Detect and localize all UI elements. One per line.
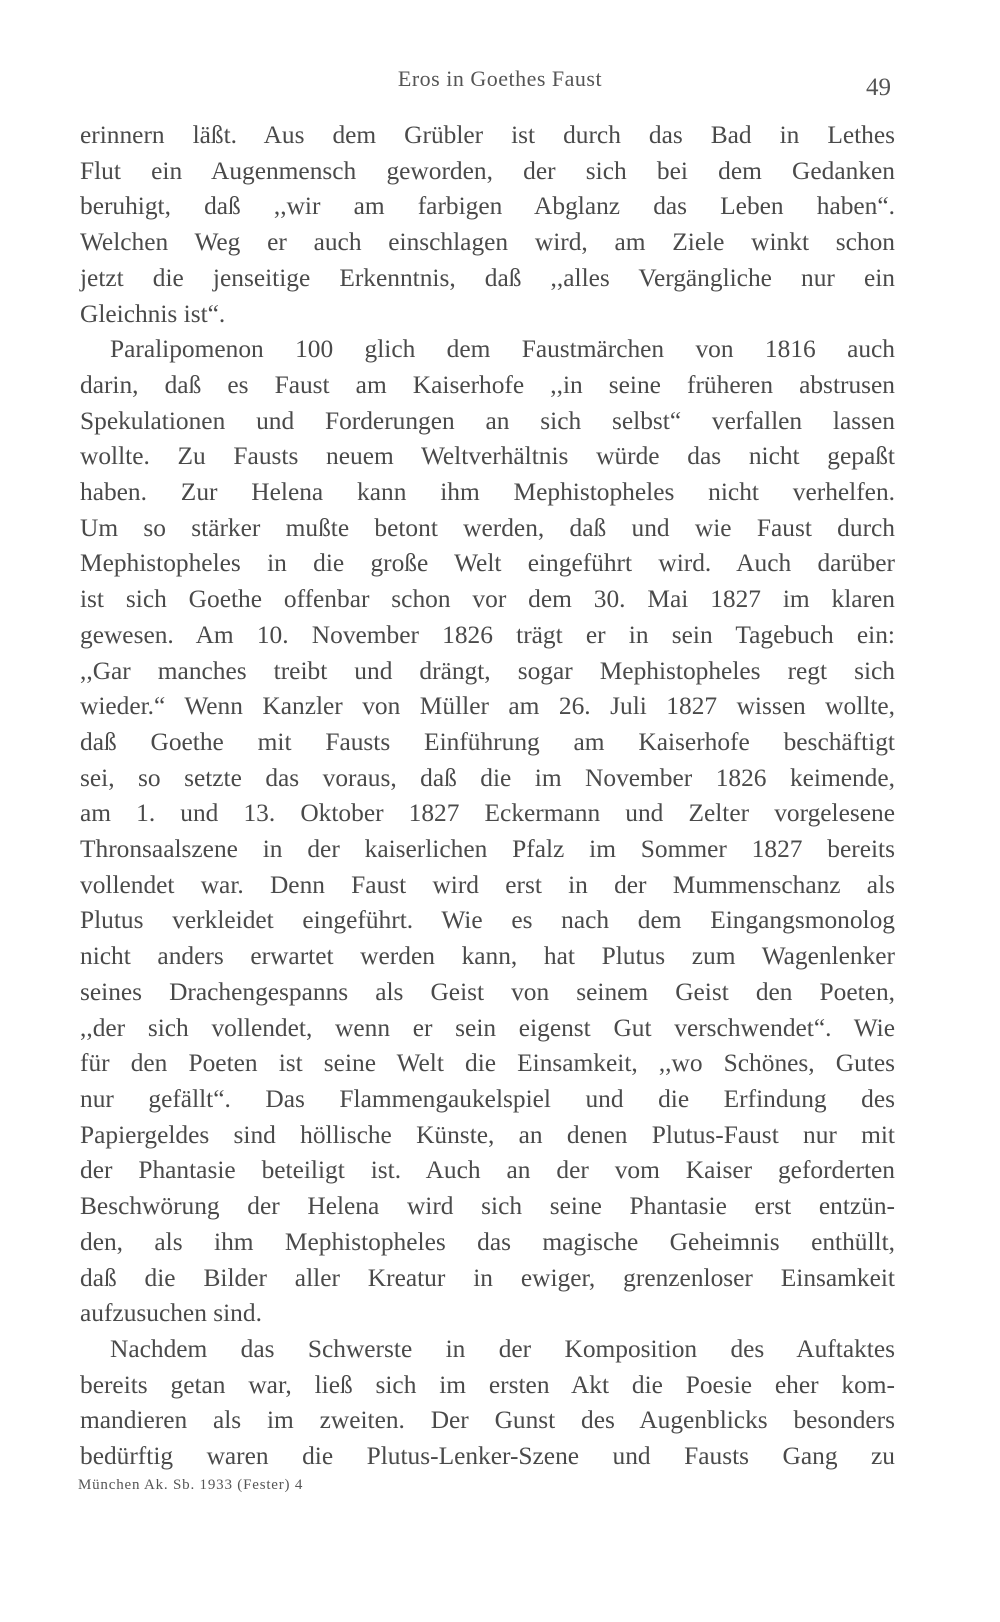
text-line: nicht anders erwartet werden kann, hat Plutus zum Wagenlenker [80,942,895,971]
text-line: Thronsaalszene in der kaiserlichen Pfalz im Sommer 1827 bereits [80,835,895,864]
text-line: daß die Bilder aller Kreatur in ewiger, grenzenloser Einsamkeit [80,1263,895,1292]
text-line: der Phantasie beteiligt ist. Auch an der vom Kaiser geforderten [80,1156,895,1185]
text-line: haben. Zur Helena kann ihm Mephistopheles nicht verhelfen. [80,478,895,507]
text-line: daß Goethe mit Fausts Einführung am Kaiserhofe beschäftigt [80,727,895,756]
text-line: bereits getan war, ließ sich im ersten Akt die Poesie eher kom- [80,1370,895,1399]
text-line: erinnern läßt. Aus dem Grübler ist durch das Bad in Lethes [80,121,895,149]
text-line: Beschwörung der Helena wird sich seine Phantasie erst entzün- [80,1192,895,1221]
text-line: Gleichnis ist“. [80,299,226,328]
text-line: ,,Gar manches treibt und drängt, sogar Mephistopheles regt sich [80,656,895,685]
printer-signature: München Ak. Sb. 1933 (Fester) 4 [78,1477,304,1493]
text-line: gewesen. Am 10. November 1826 trägt er in sein Tagebuch ein: [80,620,895,649]
text-line: seines Drachengespanns als Geist von seinem Geist den Poeten, [80,977,895,1006]
text-line: ,,der sich vollendet, wenn er sein eigenst Gut verschwendet“. Wie [80,1013,895,1042]
text-line: nur gefällt“. Das Flammengaukelspiel und die Erfindung des [80,1084,895,1113]
text-line: für den Poeten ist seine Welt die Einsamkeit, ,,wo Schönes, Gutes [80,1049,895,1078]
text-line: wieder.“ Wenn Kanzler von Müller am 26. Juli 1827 wissen wollte, [80,692,895,721]
text-line: jetzt die jenseitige Erkenntnis, daß ,,alles Vergängliche nur ein [80,263,895,292]
body-text [80,118,895,1475]
text-line: Plutus verkleidet eingeführt. Wie es nach dem Eingangsmonolog [80,906,895,935]
text-line: Mephistopheles in die große Welt eingeführt wird. Auch darüber [80,549,895,578]
text-line: mandieren als im zweiten. Der Gunst des Augenblicks besonders [80,1406,895,1435]
text-line: Um so stärker mußte betont werden, daß und wie Faust durch [80,513,895,542]
text-line: Papiergeldes sind höllische Künste, an denen Plutus-Faust nur mit [80,1120,895,1149]
text-line: Spekulationen und Forderungen an sich selbst“ verfallen lassen [80,406,895,435]
text-line: am 1. und 13. Oktober 1827 Eckermann und Zelter vorgelesene [80,799,895,828]
text-line: bedürftig waren die Plutus-Lenker-Szene und Fausts Gang zu [80,1442,895,1471]
text-line: beruhigt, daß ,,wir am farbigen Abglanz das Leben haben“. [80,192,895,221]
page-number: 49 [866,74,891,101]
text-line: darin, daß es Faust am Kaiserhofe ,,in seine früheren abstrusen [80,370,895,399]
text-line: Nachdem das Schwerste in der Komposition des Auftaktes [110,1334,895,1363]
running-head: Eros in Goethes Faust [397,66,603,91]
text-line: sei, so setzte das voraus, daß die im November 1826 keimende, [80,763,895,792]
text-line: den, als ihm Mephistopheles das magische Geheimnis enthüllt, [80,1227,895,1256]
text-line: Flut ein Augenmensch geworden, der sich bei dem Gedanken [80,156,895,185]
text-line: vollendet war. Denn Faust wird erst in der Mummenschanz als [80,870,895,899]
text-line: Welchen Weg er auch einschlagen wird, am Ziele winkt schon [80,228,895,257]
text-line: wollte. Zu Fausts neuem Weltverhältnis würde das nicht gepaßt [80,442,895,471]
text-line: aufzusuchen sind. [80,1299,262,1328]
text-line: ist sich Goethe offenbar schon vor dem 30. Mai 1827 im klaren [80,585,895,614]
text-line: Paralipomenon 100 glich dem Faustmärchen von 1816 auch [110,335,895,364]
